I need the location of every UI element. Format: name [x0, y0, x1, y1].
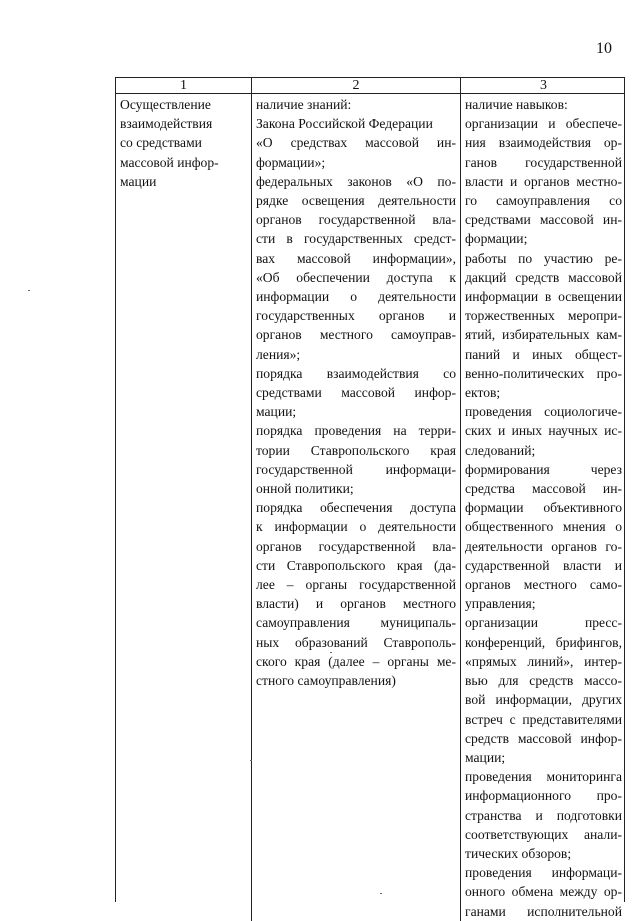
text-line: информационного про- [465, 788, 622, 804]
text-line: ятий, избирательных кам- [465, 327, 622, 343]
text-line: странства и подготовки [465, 807, 622, 823]
text-line: формирования через [465, 461, 622, 477]
text-line: проведения информаци- [465, 865, 622, 881]
text-line: мации [120, 173, 157, 189]
text-line: органов государственной вла- [256, 212, 456, 228]
text-line: информации о деятельности [256, 289, 456, 305]
text-line: власти и органов местно- [465, 173, 622, 189]
text-line: ектов; [465, 385, 501, 401]
text-line: порядка взаимодействия со [256, 365, 456, 381]
text-line: паний и иных общест- [465, 346, 622, 362]
text-line: рядке освещения деятельности [256, 193, 456, 209]
text-line: органов государственной вла- [256, 538, 456, 554]
text-line: массовой инфор- [120, 154, 219, 170]
text-line: стного самоуправления) [256, 673, 396, 689]
text-line: средства массовой ин- [465, 481, 622, 497]
text-line: органов местного само- [465, 577, 622, 593]
text-line: сударственной власти и [465, 557, 622, 573]
text-line: самоуправления муниципаль- [256, 615, 456, 631]
text-line: порядка обеспечения доступа [256, 500, 456, 516]
text-line: торжественных меропри- [465, 308, 622, 324]
text-line: средств массовой инфор- [465, 730, 622, 746]
text-line: наличие знаний: [256, 97, 352, 112]
text-line: работы по участию ре- [465, 250, 622, 266]
text-line: средствами массовой ин- [465, 212, 622, 228]
text-line: вах массовой информации», [256, 250, 456, 266]
text-line: сти Ставропольского края (да- [256, 557, 456, 573]
text-line: «О средствах массовой ин- [256, 135, 456, 151]
text-line: формации объективного [465, 500, 622, 516]
table-header-row [115, 77, 625, 94]
text-line: организации и обеспече- [465, 116, 622, 132]
text-line: информации в освещении [465, 289, 622, 305]
text-line: ния взаимодействия ор- [465, 135, 622, 151]
competency-table [115, 77, 625, 919]
text-line: власти) и органов местного [256, 596, 456, 612]
text-line: управления; [465, 596, 536, 612]
text-line: мации; [256, 404, 297, 420]
page-number: 10 [596, 40, 612, 57]
column-header-1: 1 [180, 78, 187, 93]
text-line: ных образований Ставрополь- [256, 634, 456, 650]
text-line: деятельности органов го- [465, 538, 622, 554]
text-line: го самоуправления со [465, 193, 622, 209]
text-line: сти в государственных средст- [256, 231, 456, 247]
text-line: конференций, брифингов, [465, 634, 622, 650]
scan-speck [380, 893, 382, 894]
text-line: вой информации, других [465, 692, 622, 708]
scan-speck [28, 290, 30, 291]
skills-column [460, 94, 626, 921]
text-line: следований; [465, 442, 536, 458]
text-line: мации; [465, 749, 506, 765]
text-line: государственной информаци- [256, 461, 456, 477]
scan-speck [250, 760, 252, 761]
text-line: ских и иных научных ис- [465, 423, 622, 439]
text-line: «Об обеспечении доступа к [256, 269, 456, 285]
text-line: органов местного самоуправ- [256, 327, 456, 343]
text-line: тических обзоров; [465, 845, 572, 861]
text-line: встреч с представителями [465, 711, 622, 727]
text-line: онного обмена между ор- [465, 884, 622, 900]
text-line: общественного мнения о [465, 519, 622, 535]
text-line: венно-политических про- [465, 365, 622, 381]
text-line: наличие навыков: [465, 97, 568, 112]
text-line: онной политики; [256, 481, 354, 497]
text-line: ского края (далее – органы ме- [256, 653, 456, 669]
text-line: организации пресс- [465, 615, 622, 631]
text-line: формации; [465, 231, 528, 247]
text-line: со средствами [120, 135, 202, 151]
text-line: дакций средств массовой [465, 269, 622, 285]
text-line: лее – органы государственной [256, 577, 456, 593]
knowledge-column [251, 94, 460, 921]
text-line: соответствующих анали- [465, 826, 622, 842]
text-line: «прямых линий», интер- [465, 653, 622, 669]
table-body-row [115, 94, 625, 919]
text-line: к информации о деятельности [256, 519, 456, 535]
text-line: проведения мониторинга [465, 769, 622, 785]
function-column [116, 94, 251, 921]
text-line: проведения социологиче- [465, 404, 622, 420]
text-line: Закона Российской Федерации [256, 116, 433, 132]
text-line: государственных органов и [256, 308, 456, 324]
text-line: ганами исполнительной [465, 903, 622, 919]
text-line: тории Ставропольского края [256, 442, 456, 458]
text-line: порядка проведения на терри- [256, 423, 456, 439]
text-line: вью для средств массо- [465, 673, 622, 689]
text-line: ления»; [256, 346, 301, 362]
scan-speck [330, 652, 332, 653]
column-header-2: 2 [251, 78, 460, 93]
text-line: Осуществление [120, 97, 211, 112]
text-line: федеральных законов «О по- [256, 173, 456, 189]
text-line: средствами массовой инфор- [256, 385, 456, 401]
column-header-3: 3 [460, 78, 626, 93]
text-line: ганов государственной [465, 154, 622, 170]
text-line: формации»; [256, 154, 326, 170]
text-line: взаимодействия [120, 116, 213, 132]
